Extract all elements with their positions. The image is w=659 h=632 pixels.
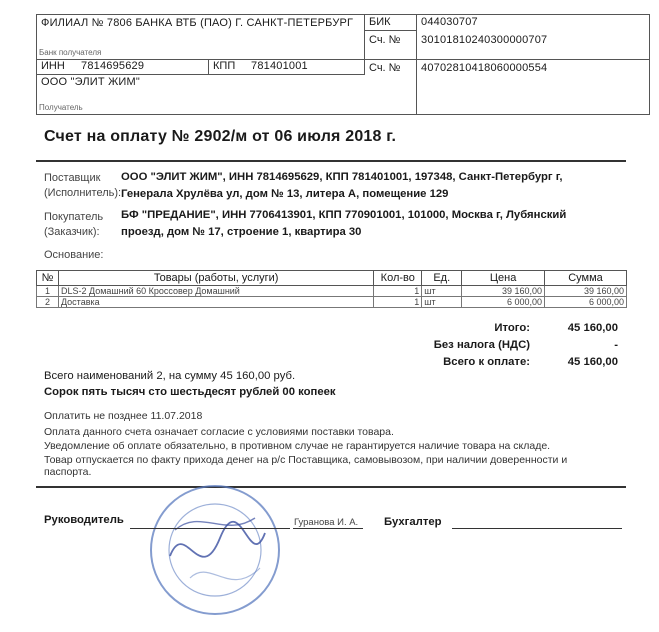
corr-label-cell bbox=[365, 31, 417, 59]
row-price: 39 160,00 bbox=[462, 286, 545, 297]
accountant-signature-line bbox=[452, 528, 622, 529]
supplier-label bbox=[44, 171, 121, 201]
buyer-line-2: проезд, дом № 17, строение 1, квартира 30 bbox=[121, 226, 362, 238]
supplier-details bbox=[121, 169, 659, 203]
acc-value: 40702810418060000554 bbox=[421, 62, 548, 74]
basis-label: Основание: bbox=[44, 249, 104, 261]
note-agreement: Оплата данного счета означает согласие с условиями поставки товара. bbox=[44, 426, 394, 438]
tax-value: - bbox=[614, 339, 618, 351]
note-shipment-cont: паспорта. bbox=[44, 466, 92, 478]
kpp-label: КПП bbox=[213, 60, 236, 72]
header-goods: Товары (работы, услуги) bbox=[58, 271, 373, 286]
row-number: 1 bbox=[37, 286, 59, 297]
header-unit: Ед. bbox=[422, 271, 462, 286]
head-label: Руководитель bbox=[44, 514, 124, 526]
note-notification: Уведомление об оплате обязательно, в противном случае не гарантируется наличие товара на складе. bbox=[44, 440, 551, 452]
header-number: № bbox=[37, 271, 59, 286]
accountant-label: Бухгалтер bbox=[384, 516, 442, 528]
inn-cell bbox=[37, 59, 209, 75]
buyer-details bbox=[121, 207, 641, 241]
corr-value-cell bbox=[417, 31, 649, 59]
table-row bbox=[37, 297, 627, 308]
row-sum: 39 160,00 bbox=[545, 286, 627, 297]
due-label: Всего к оплате: bbox=[443, 356, 530, 368]
supplier-label-line-2: (Исполнитель): bbox=[44, 187, 122, 199]
row-unit: шт bbox=[422, 286, 462, 297]
tax-label: Без налога (НДС) bbox=[433, 339, 530, 351]
row-qty: 1 bbox=[374, 297, 422, 308]
goods-table bbox=[36, 270, 627, 308]
header-sum: Сумма bbox=[545, 271, 627, 286]
bik-value-cell bbox=[417, 15, 649, 31]
row-number: 2 bbox=[37, 297, 59, 308]
head-signature-line bbox=[130, 528, 290, 529]
header-price: Цена bbox=[462, 271, 545, 286]
supplier-line-2: Генерала Хрулёва ул, дом № 13, литера А, помещение 129 bbox=[121, 188, 449, 200]
corr-label: Сч. № bbox=[369, 34, 401, 46]
head-name-line bbox=[293, 528, 363, 529]
bank-name-cell bbox=[37, 15, 365, 59]
head-name: Гуранова И. А. bbox=[294, 517, 359, 528]
bik-label: БИК bbox=[369, 16, 391, 28]
goods-header-row bbox=[37, 271, 627, 286]
bank-name-caption: Банк получателя bbox=[39, 48, 102, 57]
bik-value: 044030707 bbox=[421, 16, 478, 28]
buyer-label-line-1: Покупатель bbox=[44, 211, 104, 223]
acc-label: Сч. № bbox=[369, 62, 401, 74]
total-value: 45 160,00 bbox=[567, 322, 618, 334]
supplier-label-line-1: Поставщик bbox=[44, 172, 101, 184]
note-shipment: Товар отпускается по факту прихода денег на р/с Поставщика, самовывозом, при наличии доверенности и bbox=[44, 454, 568, 466]
row-sum: 6 000,00 bbox=[545, 297, 627, 308]
due-value: 45 160,00 bbox=[567, 356, 618, 368]
acc-label-cell bbox=[365, 59, 417, 114]
title-rule bbox=[36, 160, 626, 162]
notes-rule bbox=[36, 486, 626, 488]
kpp-value: 781401001 bbox=[251, 60, 308, 72]
total-label: Итого: bbox=[494, 322, 530, 334]
recipient-caption: Получатель bbox=[39, 103, 83, 112]
supplier-line-1: ООО "ЭЛИТ ЖИМ", ИНН 7814695629, КПП 781401001, 197348, Санкт-Петербург г, bbox=[121, 171, 563, 183]
acc-value-cell bbox=[417, 59, 649, 114]
payment-deadline: Оплатить не позднее 11.07.2018 bbox=[44, 410, 203, 422]
table-row bbox=[37, 286, 627, 297]
row-unit: шт bbox=[422, 297, 462, 308]
buyer-line-1: БФ "ПРЕДАНИЕ", ИНН 7706413901, КПП 770901001, 101000, Москва г, Лубянский bbox=[121, 209, 567, 221]
row-price: 6 000,00 bbox=[462, 297, 545, 308]
bank-details-table bbox=[36, 14, 650, 115]
bank-name: ФИЛИАЛ № 7806 БАНКА ВТБ (ПАО) Г. САНКТ-ПЕТЕРБУРГ bbox=[41, 17, 354, 29]
buyer-label bbox=[44, 210, 103, 240]
kpp-cell bbox=[209, 59, 365, 75]
header-qty: Кол-во bbox=[374, 271, 422, 286]
row-item: Доставка bbox=[58, 297, 373, 308]
buyer-label-line-2: (Заказчик): bbox=[44, 226, 100, 238]
summary-line: Всего наименований 2, на сумму 45 160,00 руб. bbox=[44, 370, 296, 382]
invoice-title: Счет на оплату № 2902/м от 06 июля 2018 г. bbox=[44, 128, 397, 145]
corr-value: 30101810240300000707 bbox=[421, 34, 548, 46]
recipient-cell bbox=[37, 75, 365, 114]
summary-words: Сорок пять тысяч сто шестьдесят рублей 00 копеек bbox=[44, 386, 336, 398]
row-item: DLS-2 Домашний 60 Кроссовер Домашний bbox=[58, 286, 373, 297]
row-qty: 1 bbox=[374, 286, 422, 297]
bik-label-cell bbox=[365, 15, 417, 31]
inn-value: 7814695629 bbox=[81, 60, 145, 72]
stamp-seal bbox=[130, 478, 300, 628]
inn-label: ИНН bbox=[41, 60, 65, 72]
recipient-name: ООО "ЭЛИТ ЖИМ" bbox=[41, 76, 141, 88]
